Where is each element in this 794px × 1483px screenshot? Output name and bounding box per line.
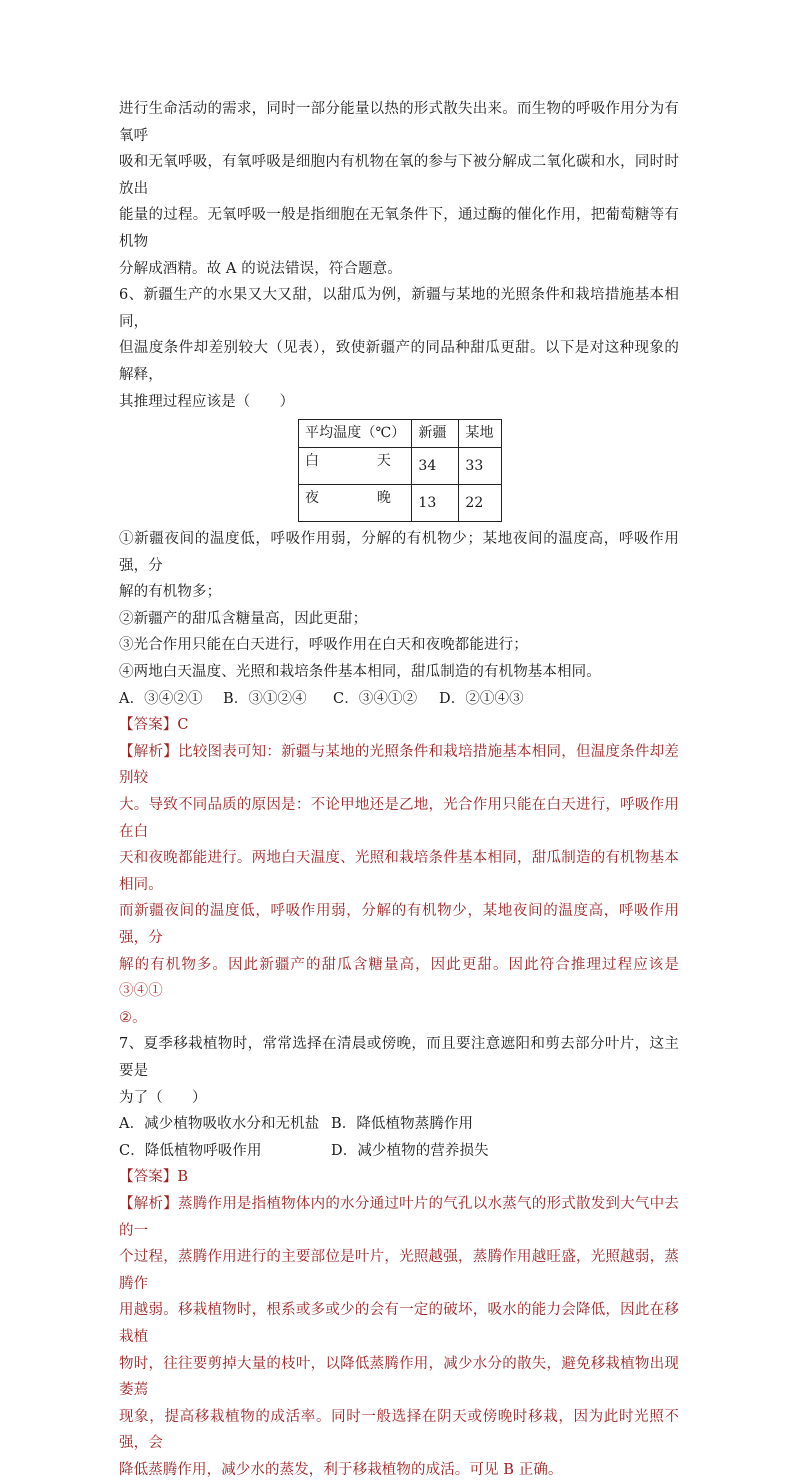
q7-options-row <box>119 1138 679 1165</box>
q6-explain-line: 而新疆夜间的温度低，呼吸作用弱，分解的有机物少，某地夜间的温度高，呼吸作用强，分 <box>119 903 679 946</box>
temperature-table <box>298 419 502 522</box>
q7-stem-line: 7、夏季移栽植物时，常常选择在清晨或傍晚，而且要注意遮阳和剪去部分叶片，这主要是 <box>119 1036 679 1079</box>
intro-line: 分解成酒精。故 A 的说法错误，符合题意。 <box>119 260 402 277</box>
table-header-row <box>299 420 502 448</box>
q6-statement: ②新疆产的甜瓜含糖量高，因此更甜； <box>119 610 368 627</box>
q6-explain-line <box>119 739 679 792</box>
explain-label: 【解析】 <box>119 1195 178 1212</box>
q6-explain-line <box>119 1005 679 1032</box>
document-content <box>119 96 679 1483</box>
row-label-char: 白 <box>305 452 320 469</box>
q6-statement: 解的有机物多； <box>119 584 222 601</box>
q6-stem-line: 但温度条件却差别较大（见表），致使新疆产的同品种甜瓜更甜。以下是对这种现象的解释， <box>119 340 679 383</box>
q6-statement: ④两地白天温度、光照和栽培条件基本相同，甜瓜制造的有机物基本相同。 <box>119 664 601 681</box>
table-row <box>299 484 502 521</box>
option-c[interactable]: C．③④①② <box>333 690 418 707</box>
q7-stem-line: 为了（ ） <box>119 1089 207 1106</box>
explain-highlight: ③④① <box>119 983 163 1000</box>
answer-label: 【答案】 <box>119 717 178 734</box>
q6-statement: ③光合作用只能在白天进行，呼吸作用在白天和夜晚都能进行； <box>119 637 528 654</box>
answer-value: C <box>177 717 189 734</box>
explain-label: 【解析】 <box>119 743 178 760</box>
option-b[interactable]: B．降低植物蒸腾作用 <box>331 1116 474 1133</box>
table-row <box>299 447 502 484</box>
q6-explain-line: 天和夜晚都能进行。两地白天温度、光照和栽培条件基本相同，甜瓜制造的有机物基本相同。 <box>119 850 679 893</box>
q6-options <box>119 686 679 713</box>
explain-text: 蒸腾作用是指植物体内的水分通过叶片的气孔以水蒸气的形式散发到大气中去的一 <box>119 1195 679 1239</box>
table-header-cell: 平均温度（℃） <box>299 420 412 448</box>
q7-explain-line: 物时，往往要剪掉大量的枝叶，以降低蒸腾作用，减少水分的散失，避免移栽植物出现萎蔫 <box>119 1355 679 1399</box>
explain-text: 解的有机物多。因此新疆产的甜瓜含糖量高，因此更甜。因此符合推理过程应该是 <box>119 956 679 973</box>
q6-stem-line: 其推理过程应该是（ ） <box>119 393 295 410</box>
table-cell <box>299 447 412 484</box>
row-label-char: 晚 <box>376 489 391 506</box>
q7-explain-line: 用越弱。移栽植物时，根系或多或少的会有一定的破坏，吸水的能力会降低，因此在移栽植 <box>119 1302 679 1345</box>
table-cell: 22 <box>459 484 502 521</box>
q6-explain-line: 大。导致不同品质的原因是：不论甲地还是乙地，光合作用只能在白天进行，呼吸作用在白 <box>119 797 679 840</box>
table-cell: 33 <box>459 447 502 484</box>
option-b[interactable]: B．③①②④ <box>223 690 307 707</box>
option-a[interactable]: A．减少植物吸收水分和无机盐 <box>119 1116 320 1133</box>
option-a[interactable]: A．③④②① <box>119 690 203 707</box>
q6-stem-line: 6、新疆生产的水果又大又甜，以甜瓜为例，新疆与某地的光照条件和栽培措施基本相同， <box>119 287 679 330</box>
q7-explain-line: 降低蒸腾作用，减少水的蒸发，利于移栽植物的成活。可见 B 正确。 <box>119 1461 563 1478</box>
answer-value: B <box>177 1169 189 1186</box>
intro-line: 吸和无氧呼吸，有氧呼吸是细胞内有机物在氧的参与下被分解成二氧化碳和水，同时时放出 <box>119 154 679 197</box>
q7-explain-line: 个过程，蒸腾作用进行的主要部位是叶片，光照越强，蒸腾作用越旺盛，光照越弱，蒸腾作 <box>119 1249 679 1292</box>
q7-explain-line: 现象，提高移栽植物的成活率。同时一般选择在阴天或傍晚时移栽，因为此时光照不强，会 <box>119 1408 679 1452</box>
q7-answer <box>119 1164 679 1191</box>
q7-explain-line <box>119 1191 679 1244</box>
explain-text: 比较图表可知：新疆与某地的光照条件和栽培措施基本相同，但温度条件却差别较 <box>119 743 679 787</box>
row-label-char: 天 <box>376 452 391 469</box>
explain-highlight: ②。 <box>119 1009 147 1026</box>
table-cell <box>299 484 412 521</box>
option-c[interactable]: C．降低植物呼吸作用 <box>119 1142 262 1159</box>
table-cell: 34 <box>412 447 459 484</box>
q7-options-row <box>119 1111 679 1138</box>
table-header-cell: 新疆 <box>412 420 459 448</box>
table-header-cell: 某地 <box>459 420 502 448</box>
option-d[interactable]: D．②①④③ <box>439 690 524 707</box>
row-label-char: 夜 <box>305 489 320 506</box>
option-d[interactable]: D．减少植物的营养损失 <box>331 1142 489 1159</box>
q6-statement: ①新疆夜间的温度低，呼吸作用弱，分解的有机物少；某地夜间的温度高，呼吸作用强，分 <box>119 531 679 574</box>
table-cell: 13 <box>412 484 459 521</box>
intro-line: 能量的过程。无氧呼吸一般是指细胞在无氧条件下，通过酶的催化作用，把葡萄糖等有机物 <box>119 207 679 250</box>
q6-explain-line <box>119 952 679 1005</box>
q6-answer <box>119 712 679 739</box>
intro-line: 进行生命活动的需求，同时一部分能量以热的形式散失出来。而生物的呼吸作用分为有氧呼 <box>119 101 679 144</box>
answer-label: 【答案】 <box>119 1169 178 1186</box>
